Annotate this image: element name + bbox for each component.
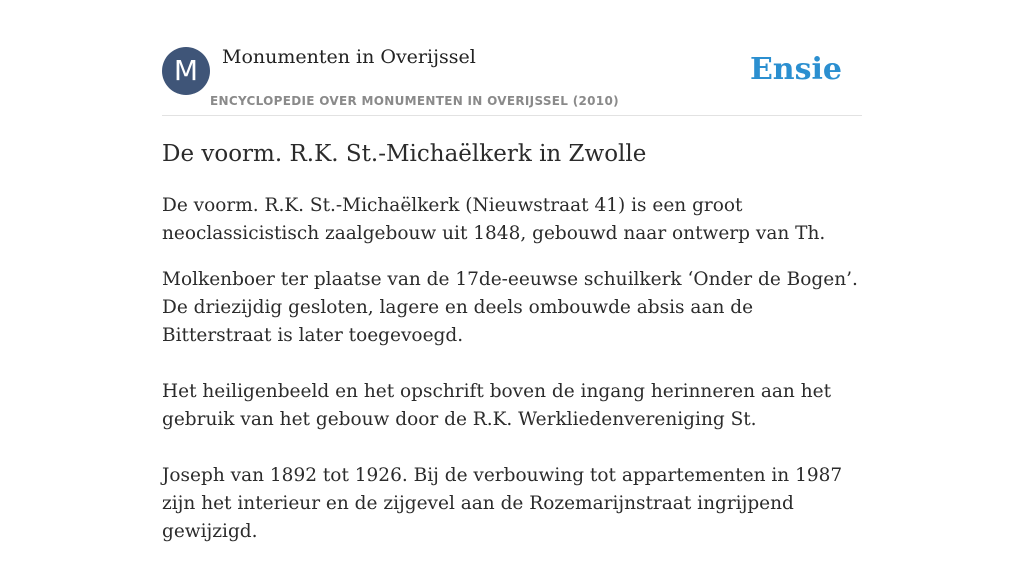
article-paragraph: Het heiligenbeeld en het opschrift boven de ingang herinneren aan het gebruik van het gebouw door de R.K. Werkliedenvereniging St. — [162, 381, 832, 430]
article-body — [162, 192, 862, 564]
ensie-logo[interactable]: Ensie — [749, 52, 842, 87]
source-avatar[interactable]: M — [162, 47, 210, 95]
article-paragraph: De voorm. R.K. St.-Michaëlkerk (Nieuwstraat 41) is een groot neoclassicistisch zaalgebouw uit 1848, gebouwd naar ontwerp van Th. — [162, 195, 826, 244]
article-title: De voorm. R.K. St.-Michaëlkerk in Zwolle — [162, 141, 647, 167]
page-container — [162, 0, 862, 542]
source-title[interactable]: Monumenten in Overijssel — [222, 46, 476, 68]
source-header — [162, 0, 862, 116]
source-subtitle: ENCYCLOPEDIE OVER MONUMENTEN IN OVERIJSSEL (2010) — [210, 94, 619, 108]
article-paragraph: Molkenboer ter plaatse van de 17de-eeuwse schuilkerk ‘Onder de Bogen’. De driezijdig gesloten, lagere en deels ombouwde absis aan de Bitterstraat is later toegevoegd. — [162, 269, 858, 346]
article-paragraph: Joseph van 1892 tot 1926. Bij de verbouwing tot appartementen in 1987 zijn het interieur en de zijgevel aan de Rozemarijnstraat ingrijpend gewijzigd. — [162, 465, 843, 542]
